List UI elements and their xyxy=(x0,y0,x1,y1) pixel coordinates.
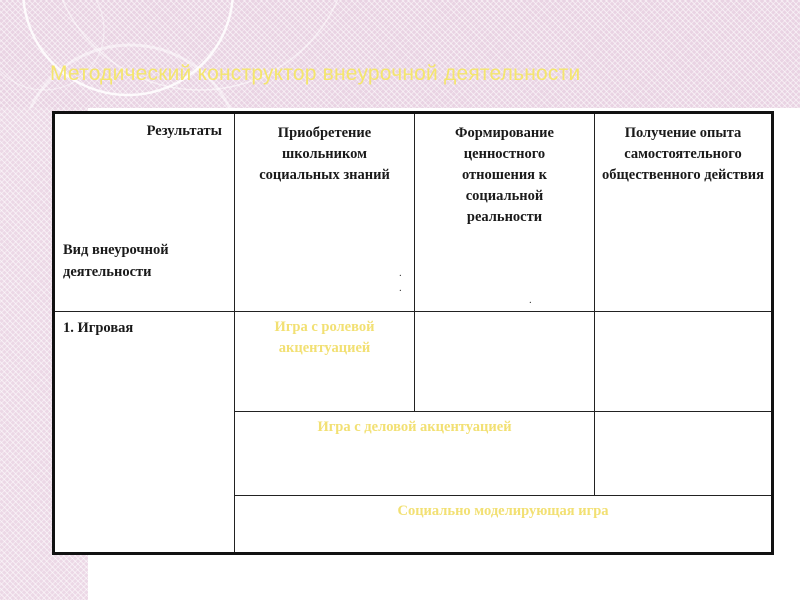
header-dot-mark: . . xyxy=(399,267,402,294)
header-value-attitude xyxy=(415,113,595,312)
row-label-game: 1. Игровая xyxy=(54,312,235,554)
decorative-circles xyxy=(0,0,800,108)
game-social-modeling: Социально моделирующая игра xyxy=(235,496,773,554)
game-role-play: Игра с ролевой акцентуацией xyxy=(235,312,415,412)
empty-cell xyxy=(595,312,773,412)
empty-cell xyxy=(595,412,773,496)
activity-type-label: Вид внеурочной деятельности xyxy=(63,242,169,280)
empty-cell xyxy=(415,312,595,412)
decorative-header-band xyxy=(0,0,800,108)
header-value-attitude-text: Формирование ценностного отношения к социальной реальности xyxy=(455,125,554,225)
results-label: Результаты xyxy=(146,123,222,139)
header-dot-mark: . xyxy=(529,294,532,306)
header-row xyxy=(54,113,773,312)
slide-title: Методический конструктор внеурочной деятельности xyxy=(50,62,581,85)
header-social-knowledge-text: Приобретение школьником социальных знаний xyxy=(259,125,390,183)
game-business: Игра с деловой акцентуацией xyxy=(235,412,595,496)
header-experience-text: Получение опыта самостоятельного общественного действия xyxy=(602,125,764,183)
header-experience xyxy=(595,113,773,312)
header-social-knowledge xyxy=(235,113,415,312)
constructor-table xyxy=(52,111,774,555)
corner-header-cell xyxy=(54,113,235,312)
table-row xyxy=(54,312,773,412)
